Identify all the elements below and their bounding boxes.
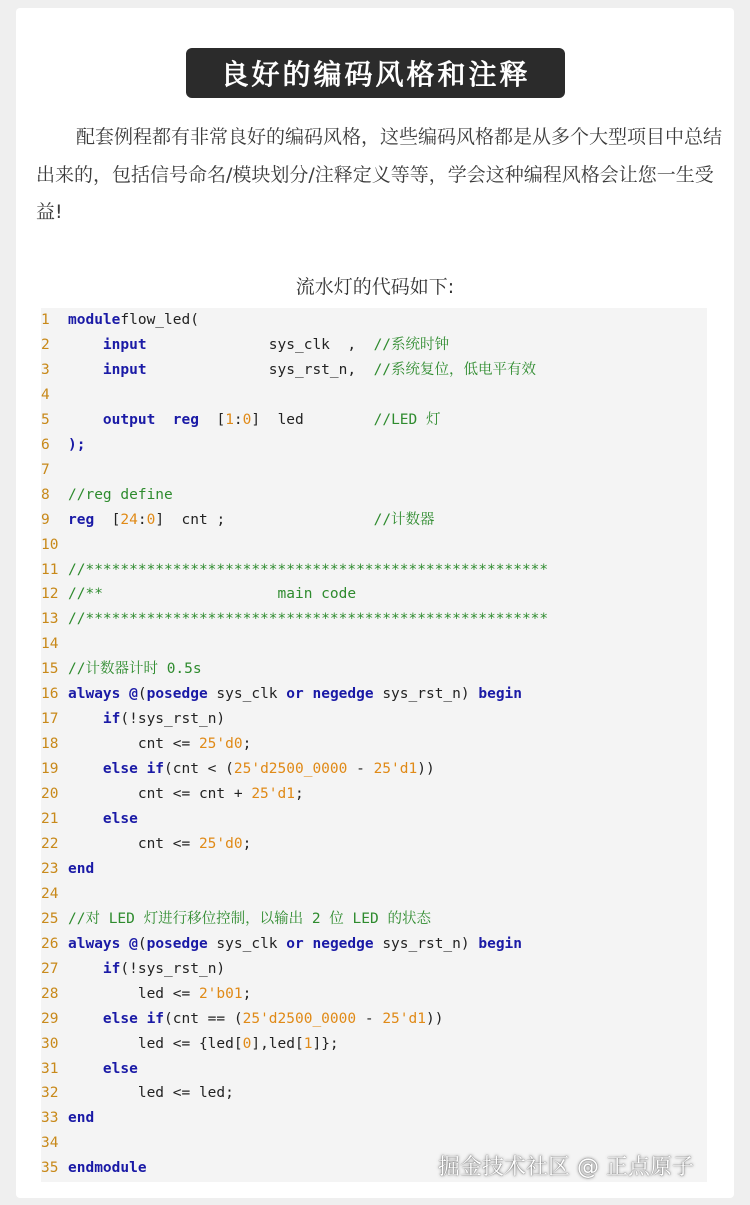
code-token xyxy=(68,337,103,353)
code-token xyxy=(120,936,129,952)
line-number: 16 xyxy=(41,686,59,703)
code-token: (cnt < ( xyxy=(164,761,234,778)
code-text xyxy=(68,408,441,432)
keyword-token: else xyxy=(102,811,138,827)
keyword-token: reg xyxy=(68,511,95,528)
code-line xyxy=(41,1032,707,1056)
line-number: 24 xyxy=(41,885,59,902)
code-token: (!sys_rst_n) xyxy=(120,711,226,728)
line-number: 18 xyxy=(41,736,59,753)
keyword-token: endmodule xyxy=(68,1160,147,1177)
line-number: 27 xyxy=(41,960,59,977)
keyword-token: reg xyxy=(172,411,199,428)
code-token: - xyxy=(347,761,374,778)
code-line xyxy=(41,782,707,806)
code-token: led <= xyxy=(68,985,199,1002)
code-line xyxy=(41,982,707,1006)
code-line xyxy=(41,408,707,432)
keyword-token: begin xyxy=(478,935,523,952)
code-token: )) xyxy=(425,1010,444,1027)
code-token: (!sys_rst_n) xyxy=(120,960,226,977)
code-token: ; xyxy=(242,985,252,1002)
code-caption: 流水灯的代码如下: xyxy=(295,276,455,298)
line-number: 23 xyxy=(41,860,59,877)
code-text xyxy=(68,333,449,357)
code-line xyxy=(41,832,707,856)
line-number: 9 xyxy=(41,511,50,528)
code-text xyxy=(68,1106,94,1130)
line-number: 32 xyxy=(41,1085,59,1102)
code-token: led <= {led[ xyxy=(68,1035,243,1052)
code-text xyxy=(68,308,199,332)
keyword-token: negedge xyxy=(312,935,374,952)
keyword-token: @ xyxy=(129,935,138,952)
code-text xyxy=(68,607,548,631)
code-token: - xyxy=(356,1010,383,1027)
number-token: 0 xyxy=(146,511,156,528)
comment-token: //对 LED 灯进行移位控制，以输出 2 位 LED 的状态 xyxy=(68,910,431,927)
keyword-token: @ xyxy=(129,686,138,703)
code-text xyxy=(68,1057,138,1081)
code-token: ] cnt ; xyxy=(155,511,374,528)
code-line xyxy=(41,483,707,507)
code-text xyxy=(68,707,225,731)
code-token xyxy=(68,961,103,977)
line-number: 8 xyxy=(41,486,50,503)
line-number: 19 xyxy=(41,761,59,778)
code-text xyxy=(68,982,251,1006)
code-token xyxy=(68,711,103,727)
line-number: 3 xyxy=(41,361,50,378)
code-line xyxy=(41,1007,707,1031)
code-token xyxy=(120,686,129,702)
code-line xyxy=(41,907,707,931)
code-token: sys_clk xyxy=(207,935,287,952)
code-token xyxy=(68,761,103,777)
line-number: 4 xyxy=(41,386,50,403)
code-line xyxy=(41,558,707,582)
code-token: sys_rst_n) xyxy=(373,686,479,703)
code-token: led <= led; xyxy=(68,1085,234,1102)
code-text xyxy=(68,1032,339,1056)
code-line xyxy=(41,757,707,781)
keyword-token: posedge xyxy=(146,935,208,952)
comment-token: //***************************************************** xyxy=(68,561,549,578)
code-line xyxy=(41,1081,707,1105)
keyword-token: module xyxy=(68,312,121,328)
line-number: 22 xyxy=(41,835,59,852)
code-token xyxy=(68,362,103,378)
code-token xyxy=(68,1061,103,1077)
code-text xyxy=(68,807,138,831)
code-line xyxy=(41,333,707,357)
code-line xyxy=(41,308,707,332)
comment-token: //reg define xyxy=(68,486,173,503)
code-text xyxy=(68,358,536,382)
code-token: : xyxy=(137,511,147,528)
code-token: sys_clk , xyxy=(146,336,374,353)
code-token: : xyxy=(233,411,243,428)
number-token: 25'd2500_0000 xyxy=(233,761,348,778)
code-token: [ xyxy=(94,511,121,528)
comment-token: //计数器计时 0.5s xyxy=(68,661,202,678)
keyword-token: negedge xyxy=(312,686,374,703)
code-text xyxy=(68,1007,443,1031)
line-number: 30 xyxy=(41,1035,59,1052)
line-number: 12 xyxy=(41,586,59,603)
keyword-token: else xyxy=(102,1060,138,1077)
line-number: 20 xyxy=(41,786,59,803)
code-token: cnt <= cnt + xyxy=(68,786,252,803)
line-number: 10 xyxy=(41,536,59,553)
line-number: 35 xyxy=(41,1160,59,1177)
code-line xyxy=(41,857,707,881)
section-title: 良好的编码风格和注释 xyxy=(186,48,565,98)
code-line xyxy=(41,533,707,557)
comment-token: //LED 灯 xyxy=(373,411,441,428)
code-block xyxy=(41,308,707,1182)
code-line xyxy=(41,607,707,631)
code-token: sys_clk xyxy=(207,686,287,703)
keyword-token: else if xyxy=(102,761,165,778)
code-text xyxy=(68,582,356,606)
code-line xyxy=(41,882,707,906)
comment-token: //***************************************************** xyxy=(68,611,549,628)
code-text xyxy=(68,782,304,806)
code-text xyxy=(68,508,435,532)
keyword-token: end xyxy=(68,860,95,877)
number-token: 1 xyxy=(225,411,234,428)
line-number: 29 xyxy=(41,1010,59,1027)
code-line xyxy=(41,433,707,457)
keyword-token: begin xyxy=(478,686,523,703)
keyword-token: if xyxy=(102,960,121,977)
code-line xyxy=(41,707,707,731)
keyword-token: end xyxy=(68,1110,95,1127)
code-text xyxy=(68,682,522,706)
keyword-token: always xyxy=(68,935,121,952)
code-token: ; xyxy=(294,786,304,803)
line-number: 7 xyxy=(41,461,50,478)
code-token: cnt <= xyxy=(68,835,199,852)
code-line xyxy=(41,957,707,981)
line-number: 33 xyxy=(41,1110,59,1127)
code-text xyxy=(68,832,251,856)
code-token: sys_rst_n) xyxy=(373,935,479,952)
number-token: 25'd0 xyxy=(198,835,243,852)
code-text xyxy=(68,1081,234,1105)
code-text xyxy=(68,957,225,981)
line-number: 15 xyxy=(41,661,59,678)
line-number: 31 xyxy=(41,1060,59,1077)
code-text xyxy=(68,932,522,956)
code-text xyxy=(68,857,94,881)
line-number: 2 xyxy=(41,336,50,353)
comment-token: //系统复位，低电平有效 xyxy=(373,361,537,378)
keyword-token: or xyxy=(286,686,304,703)
keyword-token: input xyxy=(102,336,147,353)
line-number: 14 xyxy=(41,636,59,653)
code-text xyxy=(68,558,548,582)
keyword-token: output xyxy=(102,411,156,428)
keyword-token: ); xyxy=(68,436,86,453)
code-line xyxy=(41,1106,707,1130)
number-token: 2'b01 xyxy=(198,985,243,1002)
watermark: 掘金技术社区 @ 正点原子 xyxy=(438,1155,694,1180)
code-token: )) xyxy=(417,761,435,778)
code-token: flow_led( xyxy=(120,312,199,328)
code-text xyxy=(68,757,435,781)
code-text xyxy=(68,483,173,507)
code-line xyxy=(41,932,707,956)
code-line xyxy=(41,657,707,681)
code-text xyxy=(68,907,431,931)
code-token: sys_rst_n, xyxy=(146,361,374,378)
code-token xyxy=(155,412,172,428)
keyword-token: posedge xyxy=(146,686,208,703)
line-number: 28 xyxy=(41,985,59,1002)
code-line xyxy=(41,383,707,407)
number-token: 25'd0 xyxy=(198,736,243,753)
code-token xyxy=(68,811,103,827)
code-line xyxy=(41,582,707,606)
code-text xyxy=(68,732,251,756)
number-token: 25'd1 xyxy=(382,1010,426,1027)
keyword-token: else if xyxy=(102,1010,165,1027)
line-number: 17 xyxy=(41,711,59,728)
keyword-token: input xyxy=(102,361,147,378)
keyword-token: if xyxy=(102,711,121,728)
number-token: 1 xyxy=(303,1035,313,1052)
number-token: 25'd1 xyxy=(373,761,418,778)
code-line xyxy=(41,508,707,532)
code-token: ]}; xyxy=(312,1035,339,1052)
line-number: 5 xyxy=(41,411,50,428)
code-token: [ xyxy=(198,411,226,428)
code-token: ( xyxy=(137,686,147,703)
code-token: (cnt == ( xyxy=(164,1010,243,1027)
code-token xyxy=(68,412,103,428)
line-number: 1 xyxy=(41,312,50,328)
comment-token: //** main code xyxy=(68,586,357,603)
code-line xyxy=(41,732,707,756)
line-number: 6 xyxy=(41,436,50,453)
code-line xyxy=(41,1057,707,1081)
code-text xyxy=(68,657,202,681)
code-line xyxy=(41,458,707,482)
comment-token: //系统时钟 xyxy=(373,336,450,353)
code-token: cnt <= xyxy=(68,736,199,753)
comment-token: //计数器 xyxy=(373,511,435,528)
line-number: 13 xyxy=(41,611,59,628)
number-token: 25'd1 xyxy=(251,786,295,803)
number-token: 0 xyxy=(242,411,252,428)
code-line xyxy=(41,358,707,382)
number-token: 25'd2500_0000 xyxy=(242,1010,357,1027)
intro-paragraph: 配套例程都有非常良好的编码风格，这些编码风格都是从多个大型项目中总结出来的，包括信号命名/模块划分/注释定义等等，学会这种编程风格会让您一生受益! xyxy=(36,126,723,223)
line-number: 11 xyxy=(41,561,59,578)
line-number: 25 xyxy=(41,910,59,927)
code-text xyxy=(68,433,85,457)
code-line xyxy=(41,632,707,656)
code-token: ; xyxy=(242,835,252,852)
code-token xyxy=(68,1011,103,1027)
number-token: 0 xyxy=(242,1035,252,1052)
code-line xyxy=(41,807,707,831)
number-token: 24 xyxy=(120,511,138,528)
line-number: 34 xyxy=(41,1135,59,1152)
code-text xyxy=(68,1156,147,1180)
line-number: 21 xyxy=(41,811,59,827)
code-line xyxy=(41,682,707,706)
code-token: ] led xyxy=(251,411,374,428)
line-number: 26 xyxy=(41,935,59,952)
code-token: ; xyxy=(242,736,252,753)
code-token: ],led[ xyxy=(251,1035,304,1052)
keyword-token: always xyxy=(68,686,121,703)
code-token: ( xyxy=(137,935,147,952)
keyword-token: or xyxy=(286,935,304,952)
